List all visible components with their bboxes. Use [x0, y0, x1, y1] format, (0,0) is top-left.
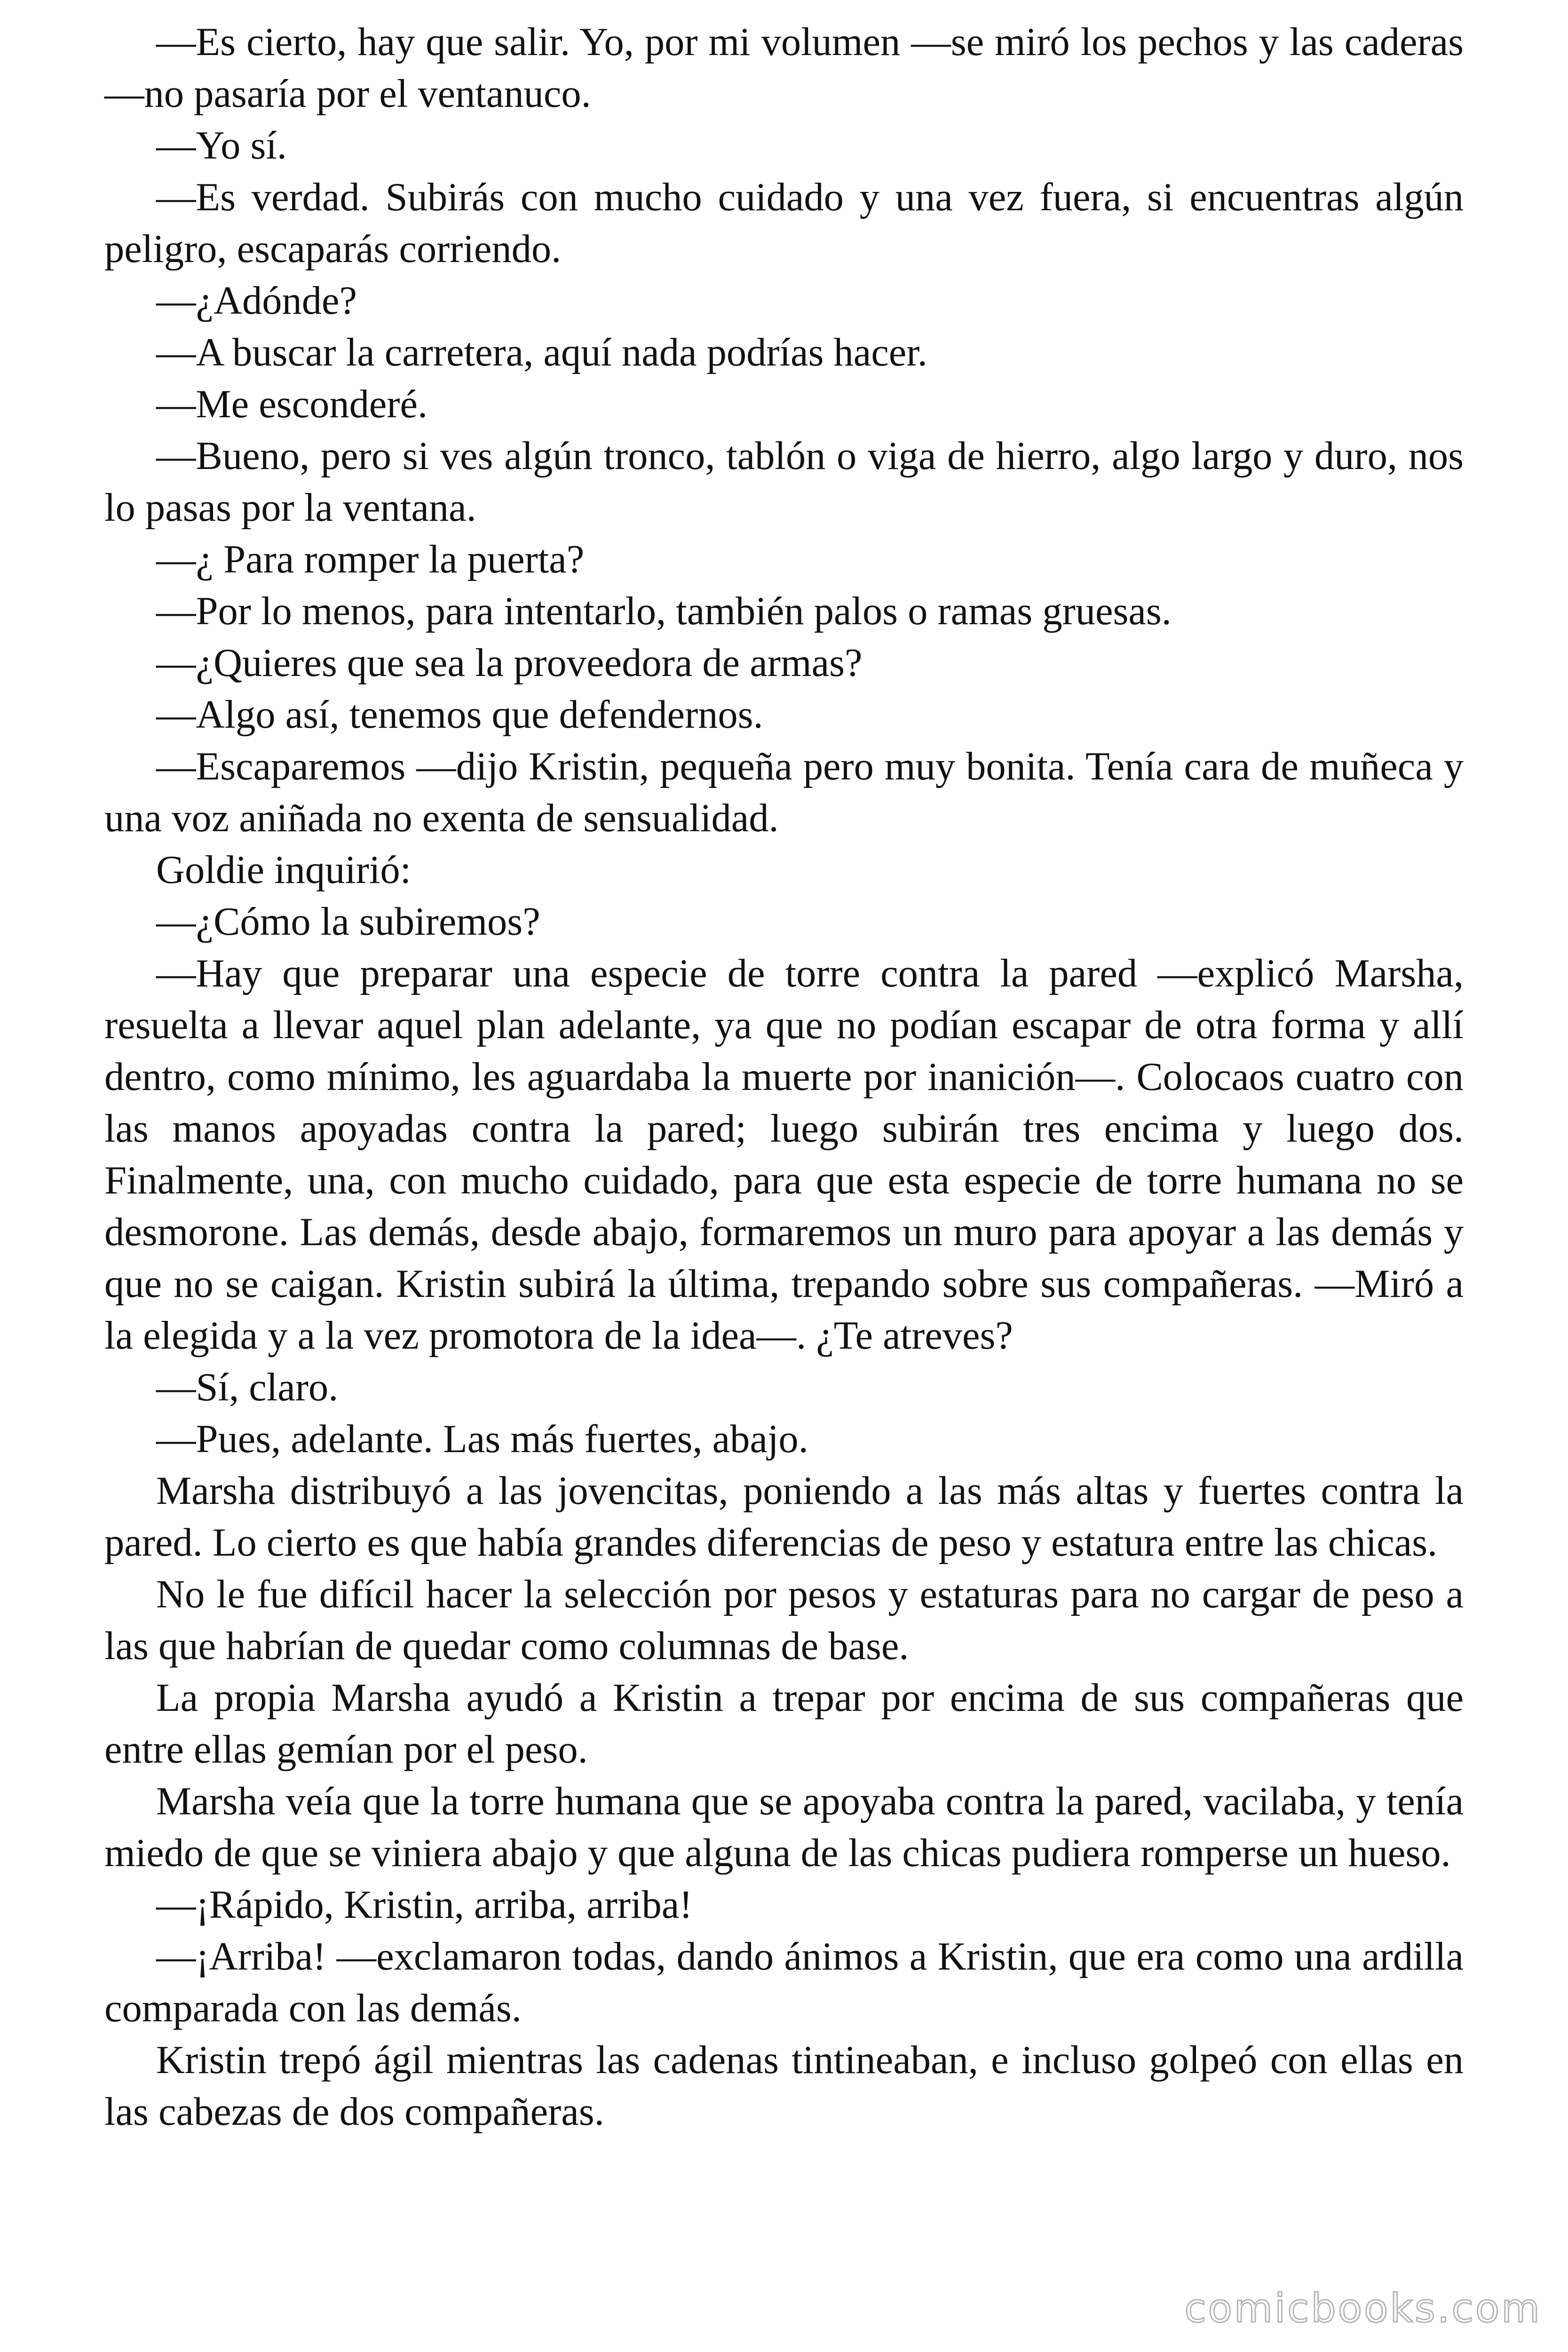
paragraph: Goldie inquirió:: [156, 848, 412, 892]
paragraph: La propia Marsha ayudó a Kristin a trepar por encima de sus compañeras que entre ellas gemían por el peso.: [104, 1676, 1464, 1772]
paragraph: —Me esconderé.: [156, 382, 428, 426]
paragraph: —Pues, adelante. Las más fuertes, abajo.: [156, 1417, 808, 1461]
paragraph: —Es verdad. Subirás con mucho cuidado y una vez fuera, si encuentras algún peligro, escaparás corriendo.: [104, 175, 1464, 271]
paragraph: —A buscar la carretera, aquí nada podrías hacer.: [156, 331, 927, 374]
paragraph: Marsha veía que la torre humana que se apoyaba contra la pared, vacilaba, y tenía miedo de que se viniera abajo y que alguna de las chicas pudiera romperse un hueso.: [104, 1780, 1464, 1875]
paragraph: —¿Adónde?: [156, 279, 357, 323]
paragraph: —Escaparemos —dijo Kristin, pequeña pero muy bonita. Tenía cara de muñeca y una voz aniñada no exenta de sensualidad.: [104, 745, 1464, 840]
paragraph: No le fue difícil hacer la selección por pesos y estaturas para no cargar de peso a las que habrían de quedar como columnas de base.: [104, 1573, 1464, 1668]
paragraph: —Algo así, tenemos que defendernos.: [156, 693, 763, 737]
paragraph: —Por lo menos, para intentarlo, también palos o ramas gruesas.: [156, 589, 1172, 633]
paragraph: —¿Quieres que sea la proveedora de armas?: [156, 641, 863, 685]
paragraph: —Es cierto, hay que salir. Yo, por mi volumen —se miró los pechos y las caderas —no pasaría por el ventanuco.: [104, 20, 1464, 116]
paragraph: —¿ Para romper la puerta?: [156, 538, 585, 581]
paragraph: —Bueno, pero si ves algún tronco, tablón o viga de hierro, algo largo y duro, nos lo pasas por la ventana.: [104, 434, 1464, 530]
paragraph: —Hay que preparar una especie de torre contra la pared —explicó Marsha, resuelta a llevar aquel plan adelante, ya que no podían escapar de otra forma y allí dentro, como mínimo, les aguardaba la muerte por inanición—. Colocaos cuatro con las manos apoyadas contra la pared; luego subirán tres encima y luego dos. Finalmente, una, con mucho cuidado, para que esta especie de torre humana no se desmorone. Las demás, desde abajo, formaremos un muro para apoyar a las demás y que no se caigan. Kristin subirá la última, trepando sobre sus compañeras. —Miró a la elegida y a la vez promotora de la idea—. ¿Te atreves?: [104, 952, 1464, 1358]
watermark-text: comicbooks.com: [1184, 2285, 1542, 2331]
paragraph: —¡Rápido, Kristin, arriba, arriba!: [156, 1883, 693, 1927]
paragraph: —Sí, claro.: [156, 1366, 339, 1409]
paragraph: —Yo sí.: [156, 124, 287, 167]
body-text: [104, 16, 1464, 2138]
paragraph: —¿Cómo la subiremos?: [156, 900, 540, 944]
paragraph: Marsha distribuyó a las jovencitas, poniendo a las más altas y fuertes contra la pared. Lo cierto es que había grandes diferencias de peso y estatura entre las chicas.: [104, 1469, 1464, 1565]
paragraph: —¡Arriba! —exclamaron todas, dando ánimos a Kristin, que era como una ardilla comparada con las demás.: [104, 1935, 1464, 2030]
paragraph: Kristin trepó ágil mientras las cadenas tintineaban, e incluso golpeó con ellas en las cabezas de dos compañeras.: [104, 2038, 1464, 2134]
